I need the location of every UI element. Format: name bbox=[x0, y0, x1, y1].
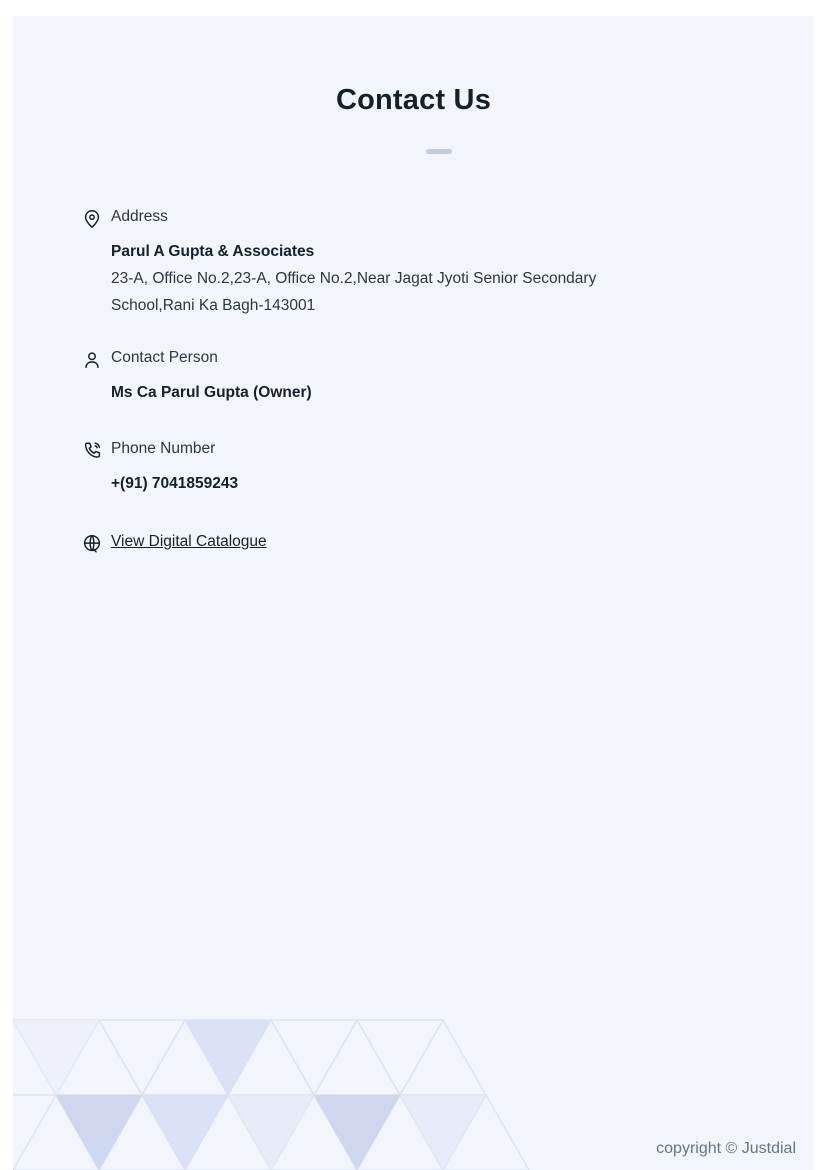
contact-person-label: Contact Person bbox=[111, 349, 218, 366]
business-name: Parul A Gupta & Associates bbox=[111, 243, 315, 260]
view-digital-catalogue-link[interactable]: View Digital Catalogue bbox=[111, 533, 267, 550]
copyright-text: copyright © Justdial bbox=[656, 1140, 796, 1157]
contact-details bbox=[73, 206, 763, 581]
address-row bbox=[73, 206, 763, 319]
phone-label: Phone Number bbox=[111, 440, 216, 457]
address-text: 23-A, Office No.2,23-A, Office No.2,Near Jagat Jyoti Senior Secondary School,Rani Ka Bagh-143001 bbox=[111, 270, 597, 314]
phone-row bbox=[73, 438, 763, 497]
contact-card bbox=[13, 16, 814, 1170]
contact-person-value: Ms Ca Parul Gupta (Owner) bbox=[111, 384, 312, 401]
contact-person-row bbox=[73, 347, 763, 406]
location-pin-icon bbox=[81, 208, 103, 230]
globe-icon bbox=[81, 533, 103, 555]
address-label: Address bbox=[111, 208, 168, 225]
phone-value: +(91) 7041859243 bbox=[111, 475, 239, 492]
title-underline bbox=[426, 149, 452, 154]
page-title: Contact Us bbox=[335, 84, 492, 116]
phone-call-icon bbox=[81, 440, 103, 462]
decorative-triangle-pattern bbox=[13, 995, 533, 1170]
person-icon bbox=[81, 349, 103, 371]
catalogue-row bbox=[73, 531, 763, 553]
